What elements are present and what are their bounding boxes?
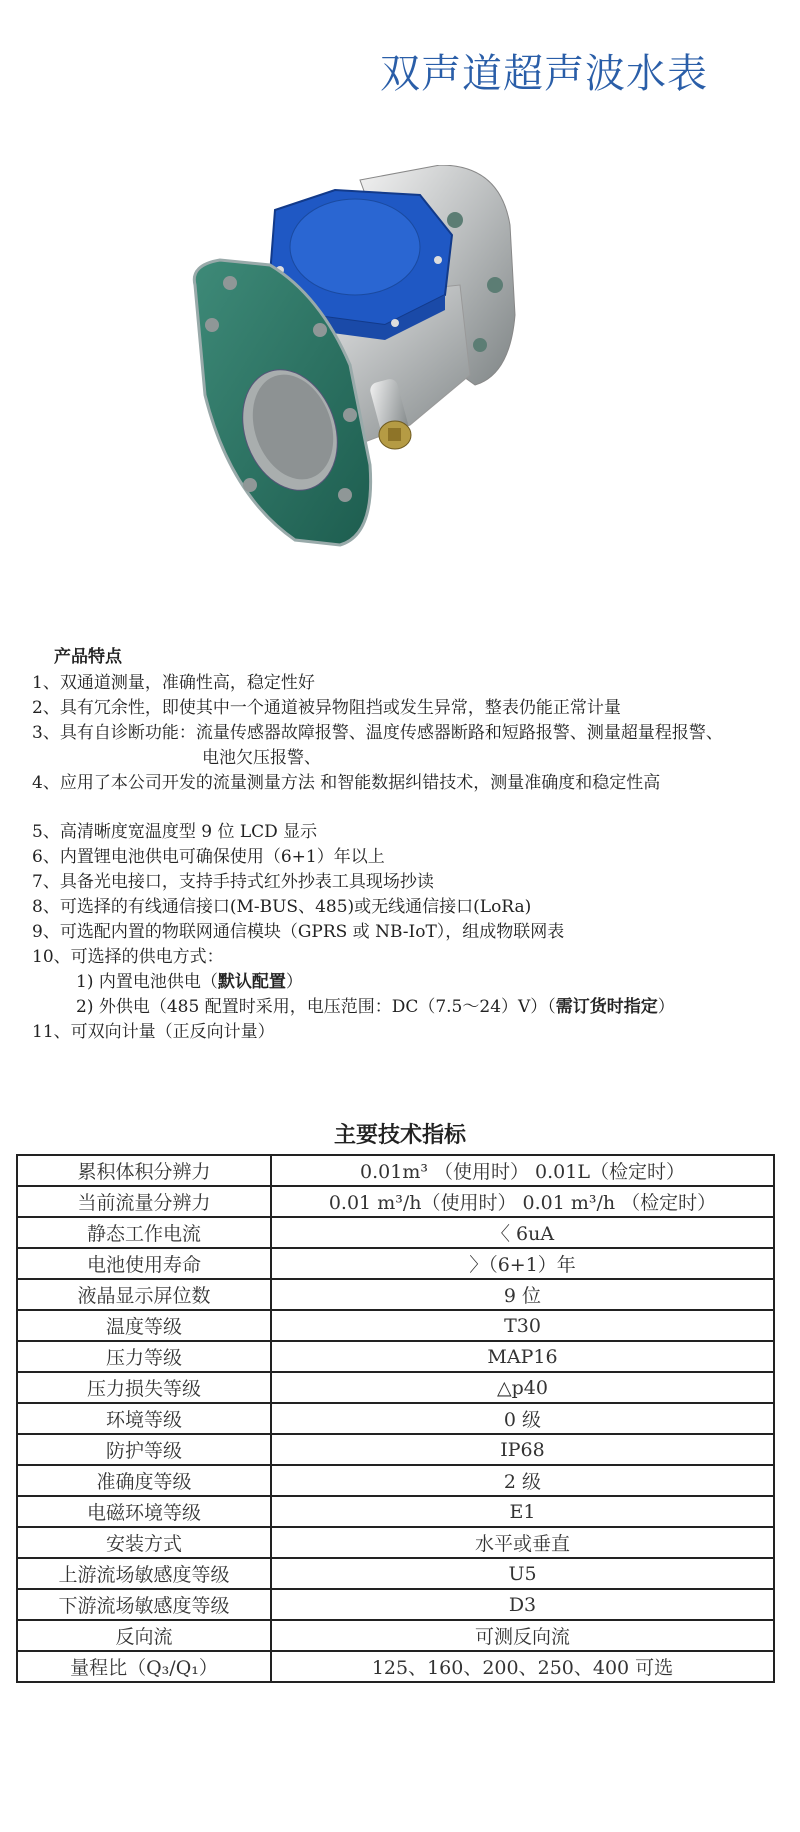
spec-row [17,1496,774,1527]
feature-item: 1、双通道测量，准确性高，稳定性好 [32,673,315,693]
spec-label: 压力损失等级 [17,1372,271,1403]
spec-label: 量程比（Q₃/Q₁） [17,1651,271,1682]
feature-item-continued: 电池欠压报警、 [202,748,321,768]
spec-value: 0.01 m³/h（使用时） 0.01 m³/h （检定时） [271,1186,774,1217]
spec-label: 准确度等级 [17,1465,271,1496]
feature-item: 7、具备光电接口，支持手持式红外抄表工具现场抄读 [32,872,434,892]
feature-item: 6、内置锂电池供电可确保使用（6+1）年以上 [32,847,385,867]
spec-label: 当前流量分辨力 [17,1186,271,1217]
spec-row [17,1155,774,1186]
spec-value: T30 [271,1310,774,1341]
spec-row [17,1620,774,1651]
spec-row [17,1403,774,1434]
page-title: 双声道超声波水表 [380,51,708,97]
spec-value: IP68 [271,1434,774,1465]
spec-value: 0 级 [271,1403,774,1434]
spec-label: 液晶显示屏位数 [17,1279,271,1310]
spec-row [17,1372,774,1403]
feature-item: 4、应用了本公司开发的流量测量方法 和智能数据纠错技术，测量准确度和稳定性高 [32,773,661,793]
spec-row [17,1651,774,1682]
water-meter-image [190,165,590,550]
spec-value: △p40 [271,1372,774,1403]
spec-value: 2 级 [271,1465,774,1496]
spec-row [17,1434,774,1465]
spec-row [17,1527,774,1558]
feature-item: 9、可选配内置的物联网通信模块（GPRS 或 NB-IoT），组成物联网表 [32,922,565,942]
feature-item: 10、可选择的供电方式： [32,947,224,967]
spec-label: 反向流 [17,1620,271,1651]
spec-label: 防护等级 [17,1434,271,1465]
spec-label: 累积体积分辨力 [17,1155,271,1186]
spec-value: MAP16 [271,1341,774,1372]
spec-row [17,1341,774,1372]
features-heading: 产品特点 [54,647,122,667]
spec-label: 压力等级 [17,1341,271,1372]
spec-row [17,1589,774,1620]
spec-label: 静态工作电流 [17,1217,271,1248]
spec-label: 上游流场敏感度等级 [17,1558,271,1589]
spec-value: E1 [271,1496,774,1527]
spec-label: 温度等级 [17,1310,271,1341]
spec-value: U5 [271,1558,774,1589]
feature-item: 11、可双向计量（正反向计量） [32,1022,275,1042]
product-features [32,645,723,1045]
spec-row [17,1186,774,1217]
spec-row [17,1279,774,1310]
spec-value: 0.01m³ （使用时） 0.01L（检定时） [271,1155,774,1186]
spec-label: 安装方式 [17,1527,271,1558]
spec-row [17,1310,774,1341]
spec-value: D3 [271,1589,774,1620]
feature-item: 3、具有自诊断功能：流量传感器故障报警、温度传感器断路和短路报警、测量超量程报警、 [32,723,723,743]
spec-row [17,1465,774,1496]
spec-label: 下游流场敏感度等级 [17,1589,271,1620]
spec-value: 〈 6uA [271,1217,774,1248]
feature-item: 5、高清晰度宽温度型 9 位 LCD 显示 [32,822,318,842]
spec-table [16,1154,775,1683]
spec-label: 电磁环境等级 [17,1496,271,1527]
spec-value: 可测反向流 [271,1620,774,1651]
feature-item: 8、可选择的有线通信接口(M-BUS、485)或无线通信接口(LoRa) [32,897,532,917]
spec-value: 125、160、200、250、400 可选 [271,1651,774,1682]
feature-item: 2、具有冗余性，即使其中一个通道被异物阻挡或发生异常，整表仍能正常计量 [32,698,621,718]
spec-label: 电池使用寿命 [17,1248,271,1279]
spec-value: 〉（6+1）年 [271,1248,774,1279]
spec-value: 9 位 [271,1279,774,1310]
spec-row [17,1558,774,1589]
spec-value: 水平或垂直 [271,1527,774,1558]
spec-row [17,1217,774,1248]
power-option-2: 2) 外供电（485 配置时采用，电压范围：DC（7.5～24）V）（需订货时指定） [76,997,675,1017]
spec-row [17,1248,774,1279]
spec-table-title: 主要技术指标 [333,1123,466,1148]
power-option-1: 1) 内置电池供电（默认配置） [76,972,303,992]
spec-label: 环境等级 [17,1403,271,1434]
